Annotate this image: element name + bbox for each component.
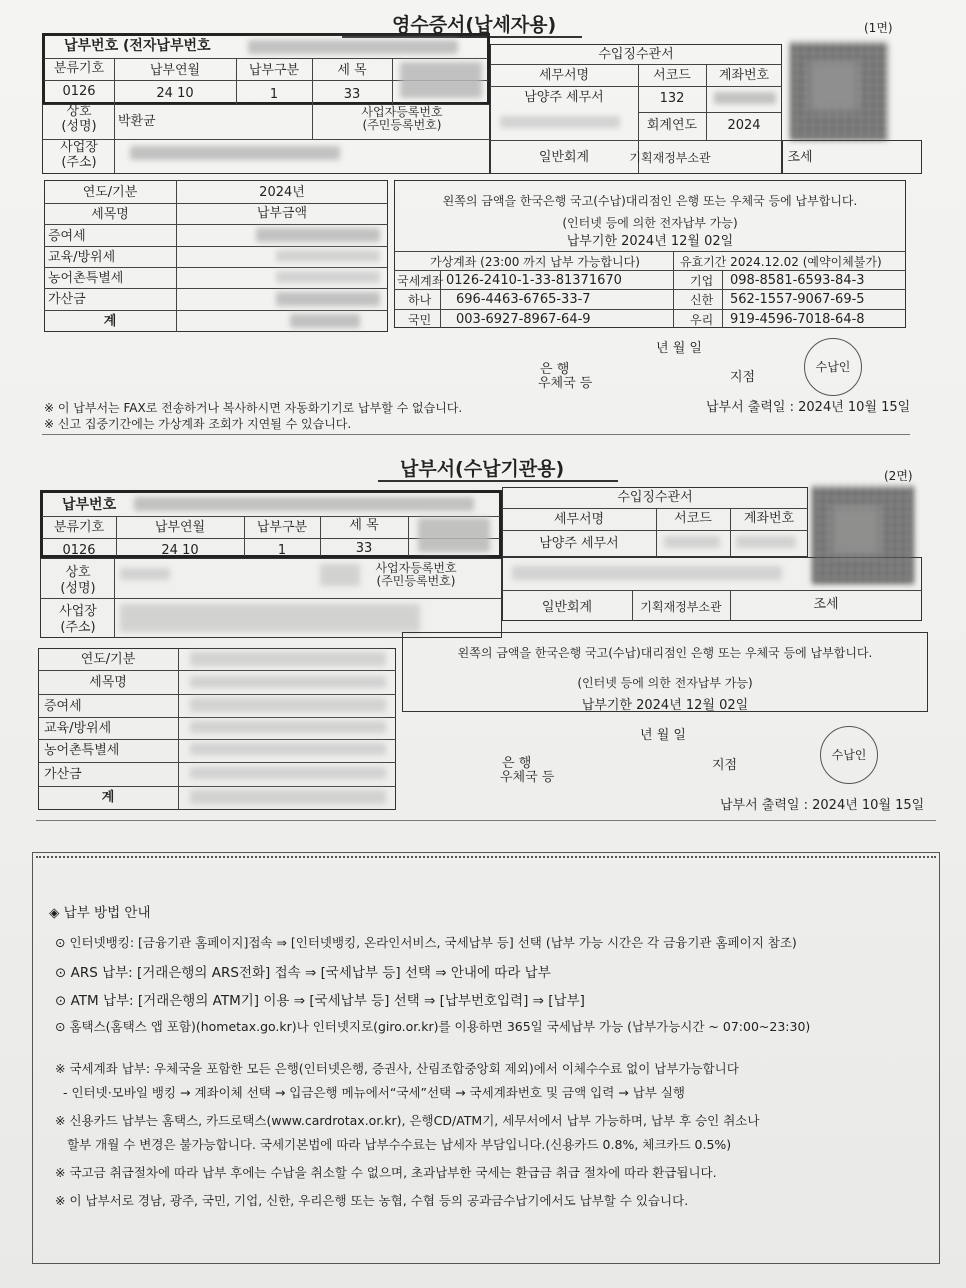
- receipt-virtual-label: 가상계좌 (23:00 까지 납부 가능합니다): [430, 255, 640, 269]
- receipt-account-number-3: 098-8581-6593-84-3: [730, 273, 865, 288]
- receipt-post-label: 우체국 등: [538, 376, 593, 391]
- bill-deadline: 납부기한 2024년 12월 02일: [581, 698, 749, 713]
- bill-ministry: 기획재정부소관: [640, 600, 722, 614]
- bill-general-account: 일반회계: [541, 600, 593, 615]
- receipt-row-rural-tax: 농어촌특별세: [48, 271, 124, 286]
- bill-account-label: 계좌번호: [743, 511, 795, 526]
- receipt-note-virtual: ※ 신고 집중기간에는 가상계좌 조회가 지연될 수 있습니다.: [44, 417, 352, 431]
- receipt-office-value: 남양주 세무서: [524, 90, 604, 105]
- bill-notice-line2: (인터넷 등에 의한 전자납부 가능): [577, 676, 753, 690]
- receipt-office-header: 수입징수관서: [598, 47, 674, 62]
- bill-office-label: 세무서명: [553, 512, 605, 527]
- bill-category-value: 0126: [62, 543, 96, 558]
- receipt-valid-period: 유효기간 2024.12.02 (예약이체불가): [680, 255, 882, 269]
- receipt-row-gift-tax: 증여세: [48, 229, 86, 244]
- bill-post-label: 우체국 등: [500, 770, 555, 785]
- receipt-account-bank-3: 기업: [690, 274, 714, 288]
- guide-atm: ⊙ ATM 납부: [거래은행의 ATM기] 이용 ⇒ [국세납부 등] 선택 ⇒ [납부번호입력] ⇒ [납부]: [55, 993, 585, 1009]
- receipt-bank-label: 은 행: [540, 362, 570, 377]
- receipt-category-header: 분류기호: [53, 61, 105, 76]
- receipt-printed-date: 납부서 출력일 : 2024년 10월 15일: [706, 400, 911, 415]
- bill-paytype-value: 1: [277, 543, 287, 558]
- guide-other-banks: ※ 이 납부서로 경남, 광주, 국민, 기업, 신한, 우리은행 또는 농협, 수협 등의 공과금수납기에서도 납부할 수 있습니다.: [55, 1193, 689, 1208]
- receipt-paytype-value: 1: [269, 87, 279, 102]
- receipt-fiscal-year: 2024: [727, 118, 761, 133]
- receipt-code-label: 서코드: [653, 68, 691, 83]
- receipt-taxname-label: 세목명: [91, 207, 129, 222]
- bill-tax-kind: 조세: [813, 597, 839, 612]
- receipt-account-number-0: 0126-2410-1-33-81371670: [446, 273, 622, 288]
- receipt-tax-kind: 조세: [787, 150, 813, 165]
- bill-taxitem-header: 세 목: [349, 518, 379, 533]
- receipt-taxitem-value: 33: [343, 87, 361, 102]
- bill-printed-date: 납부서 출력일 : 2024년 10월 15일: [720, 798, 925, 813]
- guide-credit-card: ※ 신용카드 납부는 홈택스, 카드로택스(www.cardrotax.or.kr), 은행CD/ATM기, 세무서에서 납부 가능하며, 납부 후 승인 취소나: [55, 1113, 760, 1128]
- guide-refund: ※ 국고금 취급절차에 따라 납부 후에는 수납을 취소할 수 없으며, 초과납부한 국세는 환급금 취급 절차에 따라 환급됩니다.: [55, 1165, 717, 1180]
- receipt-year-period-value: 2024년: [259, 185, 305, 200]
- receipt-deadline: 납부기한 2024년 12월 02일: [566, 234, 734, 249]
- bill-bank-label: 은 행: [502, 756, 532, 771]
- receipt-account-number-2: 003-6927-8967-64-9: [456, 312, 591, 327]
- receipt-account-bank-0: 국세계좌: [397, 274, 444, 288]
- receipt-year-period-label: 연도/기분: [82, 185, 138, 200]
- receipt-date-ymd: 년 월 일: [656, 341, 702, 356]
- receipt-amount-label: 납부금액: [256, 206, 308, 221]
- receipt-payment-no-label: 납부번호 (전자납부번호: [64, 38, 211, 54]
- receipt-office-ext: [782, 140, 922, 174]
- receipt-row-edu-tax: 교육/방위세: [48, 250, 116, 265]
- bill-yearmonth-header: 납부연월: [154, 520, 206, 535]
- receipt-row-surcharge: 가산금: [48, 292, 86, 307]
- bill-date-ymd: 년 월 일: [640, 728, 686, 743]
- bill-year-period-label: 연도/기분: [80, 652, 136, 667]
- bill-office-header: 수입징수관서: [617, 490, 693, 505]
- bill-taxname-label: 세목명: [89, 675, 127, 690]
- bill-page-no: (2면): [884, 469, 913, 483]
- bill-name-label: 상호 (성명): [60, 565, 96, 596]
- receipt-notice-line1: 왼쪽의 금액을 한국은행 국고(수납)대리점인 은행 또는 우체국 등에 납부합니다.: [442, 194, 858, 208]
- bill-office-value: 남양주 세무서: [539, 536, 619, 551]
- receipt-fiscal-year-label: 회계연도: [646, 118, 698, 133]
- guide-heading: ◈ 납부 방법 안내: [49, 905, 151, 921]
- receipt-account-bank-2: 국민: [408, 313, 432, 327]
- bill-notice-line1: 왼쪽의 금액을 한국은행 국고(수납)대리점인 은행 또는 우체국 등에 납부합니다.: [457, 646, 873, 660]
- receipt-qr-code: [790, 42, 888, 140]
- guide-internet-banking: ⊙ 인터넷뱅킹: [금융기관 홈페이지]접속 ⇒ [인터넷뱅킹, 온라인서비스, 국세납부 등] 선택 (납부 가능 시간은 각 금융기관 홈페이지 참조): [55, 935, 797, 950]
- receipt-category-value: 0126: [62, 84, 96, 99]
- bill-title-underline: [378, 480, 618, 482]
- receipt-paytype-header: 납부구분: [248, 63, 300, 78]
- bill-address-label: 사업장 (주소): [59, 604, 97, 635]
- receipt-branch-label: 지점: [730, 370, 756, 385]
- bill-category-header: 분류기호: [53, 520, 105, 535]
- bill-row-gift-tax: 증여세: [44, 699, 82, 714]
- receipt-yearmonth-header: 납부연월: [149, 63, 201, 78]
- receipt-account-bank-1: 하나: [408, 293, 432, 307]
- guide-hometax: ⊙ 홈택스(홈택스 앱 포함)(hometax.go.kr)나 인터넷지로(giro.or.kr)를 이용하면 365일 국세납부 가능 (납부가능시간 ~ 07:00~23:30): [55, 1019, 811, 1034]
- receipt-account-number-4: 562-1557-9067-69-5: [730, 292, 865, 307]
- receipt-account-label: 계좌번호: [718, 68, 770, 83]
- bill-taxitem-value: 33: [355, 541, 373, 556]
- bill-yearmonth-value: 24 10: [161, 543, 199, 558]
- redacted-payment-no: [248, 40, 458, 54]
- bill-branch-label: 지점: [712, 758, 738, 773]
- bill-title: 납부서(수납기관용): [400, 458, 565, 480]
- receipt-page-no: (1면): [864, 21, 893, 35]
- receipt-ministry: 기획재정부소관: [629, 151, 711, 165]
- bill-qr-code: [812, 486, 914, 584]
- bill-stamp-circle: 수납인: [820, 726, 878, 784]
- bill-bizreg-label: 사업자등록번호 (주민등록번호): [375, 561, 457, 588]
- receipt-office-label: 세무서명: [538, 68, 590, 83]
- receipt-yearmonth-value: 24 10: [156, 86, 194, 101]
- receipt-address-label: 사업장 (주소): [60, 140, 98, 170]
- receipt-account-number-5: 919-4596-7018-64-8: [730, 312, 865, 327]
- guide-installment: 할부 개월 수 변경은 불가능합니다. 국세기본법에 따라 납부수수료는 납세자 부담입니다.(신용카드 0.8%, 체크카드 0.5%): [67, 1137, 732, 1152]
- payment-guide-box: [32, 852, 940, 1264]
- receipt-note-fax: ※ 이 납부서는 FAX로 전송하거나 복사하시면 자동화기기로 납부할 수 없습니다.: [44, 401, 463, 415]
- bill-row-total: 계: [101, 790, 115, 805]
- guide-national-account: ※ 국세계좌 납부: 우체국을 포함한 모든 은행(인터넷은행, 증권사, 산림조합중앙회 제외)에서 이체수수료 없이 납부가능합니다: [55, 1061, 739, 1076]
- bill-paytype-header: 납부구분: [256, 520, 308, 535]
- receipt-name-label: 상호 (성명): [61, 104, 97, 134]
- bill-row-surcharge: 가산금: [44, 767, 82, 782]
- receipt-title: 영수증서(납세자용): [392, 14, 557, 36]
- guide-ars: ⊙ ARS 납부: [거래은행의 ARS전화] 접속 ⇒ [국세납부 등] 선택 ⇒ 안내에 따라 납부: [55, 965, 551, 981]
- receipt-account-bank-4: 신한: [690, 293, 714, 307]
- receipt-taxitem-header: 세 목: [337, 63, 367, 78]
- bill-code-label: 서코드: [674, 511, 712, 526]
- bill-payment-no-label: 납부번호: [62, 497, 117, 513]
- receipt-code-value: 132: [659, 91, 685, 106]
- bill-row-edu-tax: 교육/방위세: [44, 721, 112, 736]
- receipt-notice-line2: (인터넷 등에 의한 전자납부 가능): [562, 216, 738, 230]
- receipt-row-total: 계: [103, 314, 117, 329]
- guide-mobile-banking: - 인터넷·모바일 뱅킹 → 계좌이체 선택 → 입금은행 메뉴에서“국세”선택 → 국세계좌번호 및 금액 입력 → 납부 실행: [63, 1085, 685, 1100]
- receipt-general-account: 일반회계: [538, 150, 590, 165]
- receipt-account-number-1: 696-4463-6765-33-7: [456, 292, 591, 307]
- receipt-account-bank-5: 우리: [690, 313, 714, 327]
- bill-row-rural-tax: 농어촌특별세: [44, 743, 120, 758]
- receipt-name-value: 박환균: [118, 114, 156, 129]
- receipt-stamp-circle: 수납인: [804, 338, 862, 396]
- receipt-bizreg-label: 사업자등록번호 (주민등록번호): [361, 105, 443, 132]
